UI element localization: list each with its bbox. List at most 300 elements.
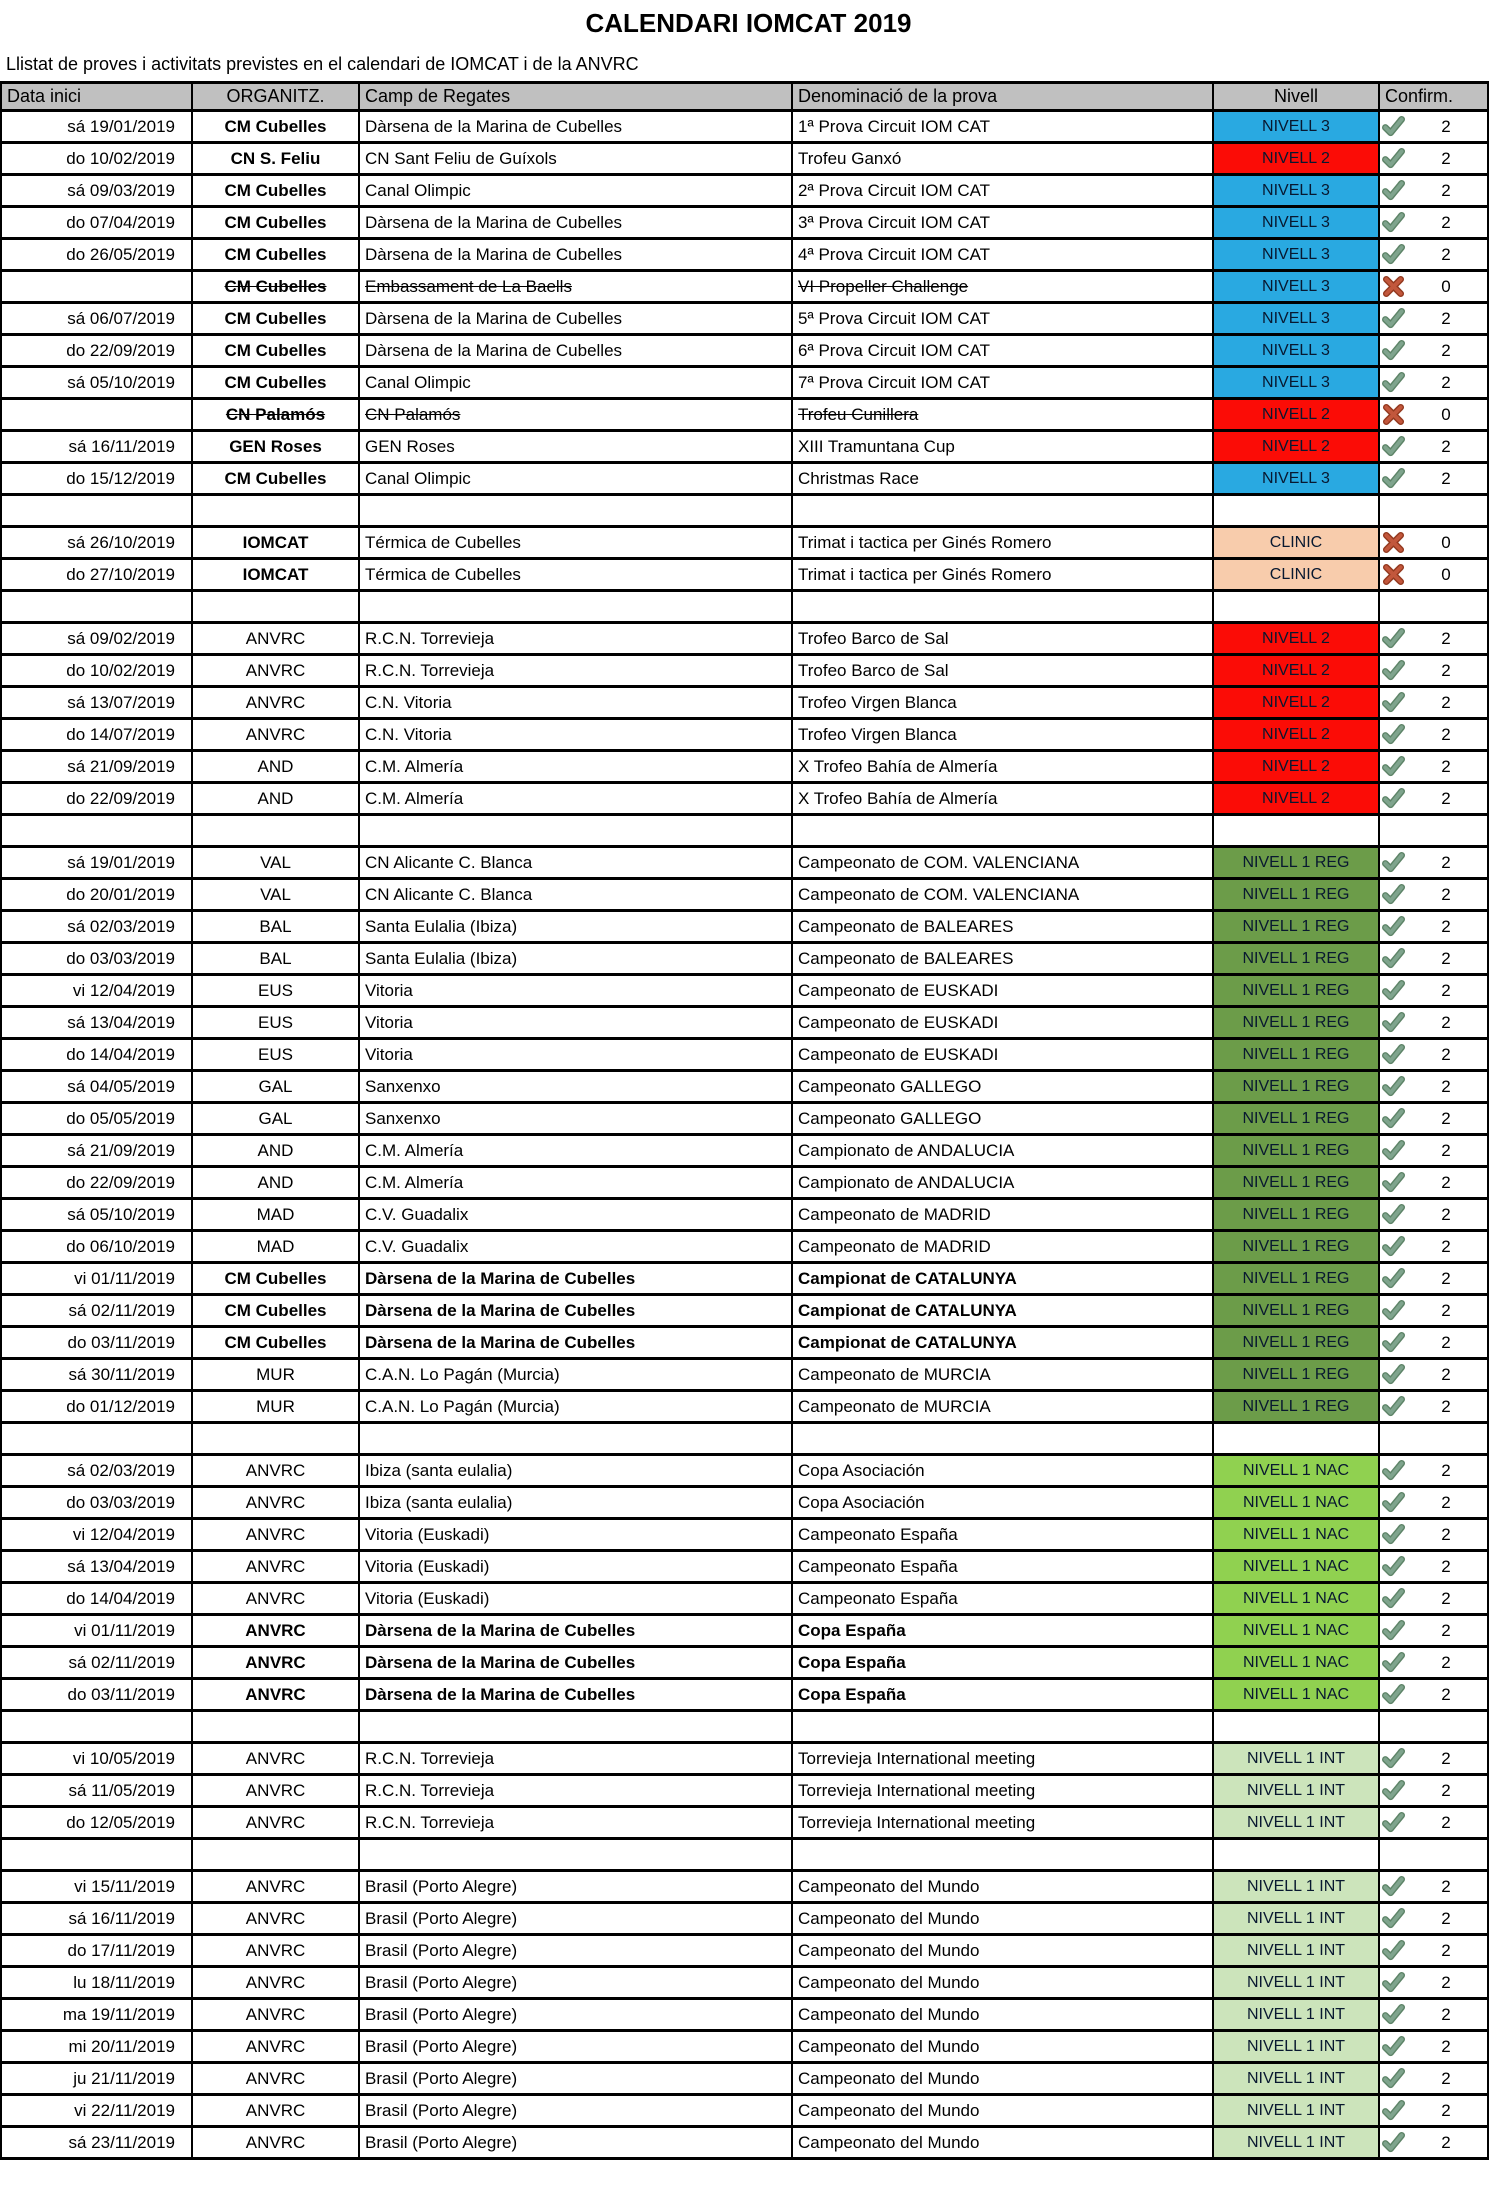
organizer-cell: AND: [192, 1167, 359, 1199]
venue-cell: C.V. Guadalix: [359, 1231, 792, 1263]
confirm-wrap: [1381, 2064, 1486, 2093]
organizer-cell: ANVRC: [192, 1487, 359, 1519]
confirm-cell: [1379, 815, 1488, 847]
event-cell: X Trofeo Bahía de Almería: [792, 783, 1213, 815]
venue-cell: Ibiza (santa eulalia): [359, 1455, 792, 1487]
event-cell: Christmas Race: [792, 463, 1213, 495]
confirm-count: 2: [1441, 148, 1451, 168]
venue-cell: R.C.N. Torrevieja: [359, 1775, 792, 1807]
level-badge: NIVELL 1 NAC: [1213, 1583, 1379, 1615]
table-row: [1, 2127, 1488, 2159]
date-cell: do 07/04/2019: [1, 207, 192, 239]
event-cell: Trofeo Barco de Sal: [792, 623, 1213, 655]
confirm-wrap: [1381, 2128, 1486, 2157]
venue-cell: Vitoria (Euskadi): [359, 1551, 792, 1583]
organizer-cell: [192, 1839, 359, 1871]
table-row: [1, 2031, 1488, 2063]
organizer-cell: [192, 591, 359, 623]
date-cell: sá 09/02/2019: [1, 623, 192, 655]
date-cell: lu 18/11/2019: [1, 1967, 192, 1999]
confirm-wrap: [1381, 432, 1486, 461]
check-icon: [1381, 755, 1406, 778]
check-icon: [1381, 1267, 1406, 1290]
event-cell: Campeonato GALLEGO: [792, 1103, 1213, 1135]
event-cell: [792, 591, 1213, 623]
level-badge: NIVELL 2: [1213, 143, 1379, 175]
event-cell: [792, 495, 1213, 527]
venue-cell: Térmica de Cubelles: [359, 559, 792, 591]
confirm-cell: [1379, 1647, 1488, 1679]
column-header-level: Nivell: [1213, 83, 1379, 111]
table-row: [1, 1391, 1488, 1423]
confirm-cell: [1379, 1167, 1488, 1199]
level-badge: NIVELL 1 INT: [1213, 1967, 1379, 1999]
confirm-wrap: [1381, 784, 1486, 813]
check-icon: [1381, 1619, 1406, 1642]
date-cell: vi 22/11/2019: [1, 2095, 192, 2127]
confirm-cell: [1379, 1935, 1488, 1967]
check-icon: [1381, 1299, 1406, 1322]
confirm-count: 2: [1441, 308, 1451, 328]
organizer-cell: ANVRC: [192, 1743, 359, 1775]
organizer-cell: CM Cubelles: [192, 271, 359, 303]
table-row: [1, 239, 1488, 271]
confirm-wrap: [1381, 1168, 1486, 1197]
level-badge: NIVELL 1 NAC: [1213, 1679, 1379, 1711]
event-cell: XIII Tramuntana Cup: [792, 431, 1213, 463]
organizer-cell: ANVRC: [192, 1871, 359, 1903]
check-icon: [1381, 947, 1406, 970]
confirm-cell: [1379, 143, 1488, 175]
level-badge: NIVELL 1 REG: [1213, 1039, 1379, 1071]
confirm-count: 2: [1441, 1588, 1451, 1608]
event-cell: Campeonato del Mundo: [792, 1935, 1213, 1967]
check-icon: [1381, 339, 1406, 362]
table-row: [1, 1999, 1488, 2031]
confirm-wrap: [1381, 304, 1486, 333]
venue-cell: Brasil (Porto Alegre): [359, 1935, 792, 1967]
confirm-wrap: [1381, 720, 1486, 749]
venue-cell: Santa Eulalia (Ibiza): [359, 911, 792, 943]
organizer-cell: MAD: [192, 1199, 359, 1231]
organizer-cell: CN Palamós: [192, 399, 359, 431]
level-badge: NIVELL 2: [1213, 751, 1379, 783]
organizer-cell: CM Cubelles: [192, 207, 359, 239]
event-cell: Campeonato de MADRID: [792, 1199, 1213, 1231]
confirm-wrap: [1381, 1328, 1486, 1357]
check-icon: [1381, 1747, 1406, 1770]
check-icon: [1381, 1907, 1406, 1930]
confirm-cell: [1379, 1871, 1488, 1903]
date-cell: sá 02/11/2019: [1, 1295, 192, 1327]
check-icon: [1381, 115, 1406, 138]
check-icon: [1381, 1203, 1406, 1226]
table-row: [1, 175, 1488, 207]
table-row: [1, 1967, 1488, 1999]
confirm-cell: [1379, 719, 1488, 751]
level-badge: CLINIC: [1213, 527, 1379, 559]
table-row: [1, 271, 1488, 303]
event-cell: Trofeu Cunillera: [792, 399, 1213, 431]
level-badge: NIVELL 1 INT: [1213, 1935, 1379, 1967]
organizer-cell: ANVRC: [192, 1679, 359, 1711]
date-cell: [1, 591, 192, 623]
level-badge: NIVELL 1 REG: [1213, 943, 1379, 975]
venue-cell: Sanxenxo: [359, 1103, 792, 1135]
table-row: [1, 783, 1488, 815]
organizer-cell: ANVRC: [192, 1455, 359, 1487]
empty-row: [1, 1839, 1488, 1871]
venue-cell: [359, 1839, 792, 1871]
event-cell: Campeonato del Mundo: [792, 1967, 1213, 1999]
column-header-date: Data inici: [1, 83, 192, 111]
level-badge: NIVELL 1 INT: [1213, 1903, 1379, 1935]
confirm-wrap: [1381, 144, 1486, 173]
confirm-cell: [1379, 367, 1488, 399]
event-cell: Campeonato de COM. VALENCIANA: [792, 847, 1213, 879]
venue-cell: Dàrsena de la Marina de Cubelles: [359, 1647, 792, 1679]
confirm-cell: [1379, 207, 1488, 239]
cross-icon: [1381, 563, 1406, 586]
level-badge: NIVELL 1 REG: [1213, 879, 1379, 911]
confirm-cell: [1379, 751, 1488, 783]
date-cell: do 15/12/2019: [1, 463, 192, 495]
organizer-cell: ANVRC: [192, 1551, 359, 1583]
confirm-count: 2: [1441, 2004, 1451, 2024]
organizer-cell: ANVRC: [192, 2095, 359, 2127]
venue-cell: R.C.N. Torrevieja: [359, 1807, 792, 1839]
level-badge: NIVELL 1 REG: [1213, 1263, 1379, 1295]
confirm-cell: [1379, 1231, 1488, 1263]
event-cell: Campeonato España: [792, 1583, 1213, 1615]
confirm-cell: [1379, 1423, 1488, 1455]
event-cell: Campionato de ANDALUCIA: [792, 1167, 1213, 1199]
check-icon: [1381, 1875, 1406, 1898]
table-row: [1, 1583, 1488, 1615]
organizer-cell: ANVRC: [192, 1583, 359, 1615]
confirm-count: 2: [1441, 980, 1451, 1000]
cross-icon: [1381, 403, 1406, 426]
confirm-count: 2: [1441, 1652, 1451, 1672]
table-row: [1, 1295, 1488, 1327]
confirm-count: 2: [1441, 1620, 1451, 1640]
event-cell: Campeonato de MURCIA: [792, 1391, 1213, 1423]
event-cell: Trimat i tactica per Ginés Romero: [792, 527, 1213, 559]
level-badge: NIVELL 1 INT: [1213, 1871, 1379, 1903]
venue-cell: GEN Roses: [359, 431, 792, 463]
confirm-count: 0: [1441, 276, 1451, 296]
table-row: [1, 1327, 1488, 1359]
organizer-cell: [192, 1711, 359, 1743]
column-header-confirm: Confirm.: [1379, 83, 1488, 111]
confirm-count: 2: [1441, 468, 1451, 488]
organizer-cell: [192, 1423, 359, 1455]
confirm-wrap: [1381, 1200, 1486, 1229]
venue-cell: Dàrsena de la Marina de Cubelles: [359, 207, 792, 239]
level-badge: NIVELL 1 INT: [1213, 1775, 1379, 1807]
event-cell: Campeonato del Mundo: [792, 1999, 1213, 2031]
level-badge: NIVELL 1 NAC: [1213, 1647, 1379, 1679]
confirm-cell: [1379, 1327, 1488, 1359]
confirm-wrap: [1381, 656, 1486, 685]
level-badge: NIVELL 1 NAC: [1213, 1487, 1379, 1519]
check-icon: [1381, 307, 1406, 330]
confirm-cell: [1379, 783, 1488, 815]
confirm-cell: [1379, 271, 1488, 303]
level-badge: NIVELL 1 NAC: [1213, 1519, 1379, 1551]
level-badge: NIVELL 1 INT: [1213, 1743, 1379, 1775]
event-cell: Copa España: [792, 1679, 1213, 1711]
date-cell: sá 30/11/2019: [1, 1359, 192, 1391]
level-badge: [1213, 1839, 1379, 1871]
confirm-cell: [1379, 1583, 1488, 1615]
confirm-wrap: [1381, 2000, 1486, 2029]
organizer-cell: ANVRC: [192, 2127, 359, 2159]
confirm-cell: [1379, 559, 1488, 591]
check-icon: [1381, 1171, 1406, 1194]
organizer-cell: AND: [192, 751, 359, 783]
check-icon: [1381, 1587, 1406, 1610]
confirm-wrap: [1381, 688, 1486, 717]
confirm-cell: [1379, 1999, 1488, 2031]
confirm-wrap: [1381, 848, 1486, 877]
confirm-count: 2: [1441, 436, 1451, 456]
organizer-cell: CM Cubelles: [192, 1263, 359, 1295]
confirm-count: 2: [1441, 1364, 1451, 1384]
confirm-wrap: [1381, 368, 1486, 397]
event-cell: Campionato de ANDALUCIA: [792, 1135, 1213, 1167]
level-badge: NIVELL 2: [1213, 399, 1379, 431]
venue-cell: Ibiza (santa eulalia): [359, 1487, 792, 1519]
date-cell: sá 05/10/2019: [1, 1199, 192, 1231]
date-cell: do 10/02/2019: [1, 655, 192, 687]
organizer-cell: CM Cubelles: [192, 1327, 359, 1359]
confirm-wrap: [1381, 1040, 1486, 1069]
venue-cell: C.V. Guadalix: [359, 1199, 792, 1231]
confirm-cell: [1379, 335, 1488, 367]
level-badge: NIVELL 1 REG: [1213, 1295, 1379, 1327]
date-cell: do 26/05/2019: [1, 239, 192, 271]
venue-cell: Dàrsena de la Marina de Cubelles: [359, 1615, 792, 1647]
confirm-count: 2: [1441, 948, 1451, 968]
check-icon: [1381, 1331, 1406, 1354]
level-badge: NIVELL 2: [1213, 431, 1379, 463]
organizer-cell: ANVRC: [192, 1935, 359, 1967]
organizer-cell: BAL: [192, 911, 359, 943]
date-cell: sá 16/11/2019: [1, 1903, 192, 1935]
date-cell: do 14/04/2019: [1, 1039, 192, 1071]
confirm-count: 2: [1441, 692, 1451, 712]
level-badge: NIVELL 1 REG: [1213, 975, 1379, 1007]
table-row: [1, 1199, 1488, 1231]
table-row: [1, 1775, 1488, 1807]
level-badge: NIVELL 1 REG: [1213, 911, 1379, 943]
confirm-cell: [1379, 1007, 1488, 1039]
level-badge: NIVELL 1 INT: [1213, 2095, 1379, 2127]
check-icon: [1381, 691, 1406, 714]
venue-cell: CN Alicante C. Blanca: [359, 847, 792, 879]
confirm-cell: [1379, 2031, 1488, 2063]
level-badge: NIVELL 2: [1213, 719, 1379, 751]
level-badge: NIVELL 2: [1213, 783, 1379, 815]
check-icon: [1381, 1395, 1406, 1418]
level-badge: [1213, 495, 1379, 527]
table-row: [1, 1487, 1488, 1519]
confirm-count: 2: [1441, 1492, 1451, 1512]
check-icon: [1381, 979, 1406, 1002]
organizer-cell: VAL: [192, 847, 359, 879]
confirm-count: 2: [1441, 2036, 1451, 2056]
cross-icon: [1381, 531, 1406, 554]
confirm-cell: [1379, 303, 1488, 335]
check-icon: [1381, 851, 1406, 874]
organizer-cell: CM Cubelles: [192, 463, 359, 495]
check-icon: [1381, 1011, 1406, 1034]
organizer-cell: CM Cubelles: [192, 367, 359, 399]
cross-icon: [1381, 275, 1406, 298]
table-row: [1, 367, 1488, 399]
empty-row: [1, 591, 1488, 623]
check-icon: [1381, 1107, 1406, 1130]
table-row: [1, 655, 1488, 687]
organizer-cell: CM Cubelles: [192, 303, 359, 335]
organizer-cell: ANVRC: [192, 1647, 359, 1679]
date-cell: sá 23/11/2019: [1, 2127, 192, 2159]
event-cell: Torrevieja International meeting: [792, 1775, 1213, 1807]
confirm-cell: [1379, 1743, 1488, 1775]
event-cell: Campeonato del Mundo: [792, 2031, 1213, 2063]
event-cell: Campionat de CATALUNYA: [792, 1295, 1213, 1327]
confirm-wrap: [1381, 2032, 1486, 2061]
venue-cell: [359, 495, 792, 527]
organizer-cell: [192, 815, 359, 847]
event-cell: Torrevieja International meeting: [792, 1807, 1213, 1839]
confirm-cell: [1379, 591, 1488, 623]
organizer-cell: AND: [192, 1135, 359, 1167]
confirm-cell: [1379, 1103, 1488, 1135]
confirm-cell: [1379, 943, 1488, 975]
level-badge: NIVELL 1 REG: [1213, 1167, 1379, 1199]
confirm-cell: [1379, 239, 1488, 271]
event-cell: Campionat de CATALUNYA: [792, 1327, 1213, 1359]
column-header-event: Denominació de la prova: [792, 83, 1213, 111]
check-icon: [1381, 1683, 1406, 1706]
event-cell: X Trofeo Bahía de Almería: [792, 751, 1213, 783]
date-cell: sá 26/10/2019: [1, 527, 192, 559]
table-row: [1, 975, 1488, 1007]
table-row: [1, 1263, 1488, 1295]
venue-cell: Brasil (Porto Alegre): [359, 1871, 792, 1903]
confirm-count: 2: [1441, 852, 1451, 872]
confirm-wrap: [1381, 400, 1486, 429]
check-icon: [1381, 883, 1406, 906]
event-cell: Campeonato de EUSKADI: [792, 1007, 1213, 1039]
venue-cell: Sanxenxo: [359, 1071, 792, 1103]
level-badge: NIVELL 3: [1213, 271, 1379, 303]
confirm-wrap: [1381, 176, 1486, 205]
venue-cell: [359, 591, 792, 623]
check-icon: [1381, 2099, 1406, 2122]
event-cell: 2ª Prova Circuit IOM CAT: [792, 175, 1213, 207]
date-cell: do 22/09/2019: [1, 335, 192, 367]
confirm-cell: [1379, 687, 1488, 719]
confirm-wrap: [1381, 1520, 1486, 1549]
level-badge: [1213, 815, 1379, 847]
date-cell: do 01/12/2019: [1, 1391, 192, 1423]
confirm-cell: [1379, 495, 1488, 527]
confirm-cell: [1379, 1135, 1488, 1167]
confirm-cell: [1379, 1775, 1488, 1807]
confirm-cell: [1379, 1711, 1488, 1743]
event-cell: [792, 1711, 1213, 1743]
table-row: [1, 1807, 1488, 1839]
event-cell: Copa España: [792, 1647, 1213, 1679]
date-cell: do 06/10/2019: [1, 1231, 192, 1263]
confirm-count: 2: [1441, 1812, 1451, 1832]
confirm-cell: [1379, 1839, 1488, 1871]
event-cell: Copa Asociación: [792, 1455, 1213, 1487]
venue-cell: C.M. Almería: [359, 783, 792, 815]
confirm-wrap: [1381, 2096, 1486, 2125]
level-badge: NIVELL 1 REG: [1213, 1007, 1379, 1039]
check-icon: [1381, 179, 1406, 202]
table-row: [1, 1167, 1488, 1199]
confirm-wrap: [1381, 560, 1486, 589]
confirm-cell: [1379, 2095, 1488, 2127]
date-cell: sá 02/03/2019: [1, 911, 192, 943]
event-cell: Campeonato del Mundo: [792, 2095, 1213, 2127]
organizer-cell: MUR: [192, 1359, 359, 1391]
confirm-wrap: [1381, 1008, 1486, 1037]
table-row: [1, 943, 1488, 975]
venue-cell: R.C.N. Torrevieja: [359, 655, 792, 687]
organizer-cell: CM Cubelles: [192, 239, 359, 271]
venue-cell: Brasil (Porto Alegre): [359, 1967, 792, 1999]
confirm-count: 2: [1441, 724, 1451, 744]
organizer-cell: CM Cubelles: [192, 111, 359, 143]
confirm-wrap: [1381, 528, 1486, 557]
confirm-wrap: [1381, 1136, 1486, 1165]
venue-cell: C.M. Almería: [359, 1167, 792, 1199]
confirm-count: 2: [1441, 1044, 1451, 1064]
table-row: [1, 431, 1488, 463]
confirm-wrap: [1381, 880, 1486, 909]
venue-cell: C.A.N. Lo Pagán (Murcia): [359, 1359, 792, 1391]
confirm-count: 2: [1441, 1076, 1451, 1096]
confirm-wrap: [1381, 944, 1486, 973]
check-icon: [1381, 1491, 1406, 1514]
venue-cell: Dàrsena de la Marina de Cubelles: [359, 1295, 792, 1327]
venue-cell: Canal Olimpic: [359, 175, 792, 207]
venue-cell: Santa Eulalia (Ibiza): [359, 943, 792, 975]
date-cell: sá 02/11/2019: [1, 1647, 192, 1679]
header-row: [1, 83, 1488, 111]
confirm-cell: [1379, 1263, 1488, 1295]
check-icon: [1381, 1651, 1406, 1674]
confirm-count: 2: [1441, 244, 1451, 264]
confirm-count: 2: [1441, 1684, 1451, 1704]
level-badge: NIVELL 1 REG: [1213, 1327, 1379, 1359]
date-cell: vi 12/04/2019: [1, 1519, 192, 1551]
calendar-table: [0, 81, 1489, 2160]
confirm-wrap: [1381, 912, 1486, 941]
event-cell: Campeonato de BALEARES: [792, 943, 1213, 975]
level-badge: NIVELL 1 INT: [1213, 1807, 1379, 1839]
table-row: [1, 911, 1488, 943]
event-cell: Trofeo Virgen Blanca: [792, 719, 1213, 751]
confirm-wrap: [1381, 1392, 1486, 1421]
check-icon: [1381, 435, 1406, 458]
